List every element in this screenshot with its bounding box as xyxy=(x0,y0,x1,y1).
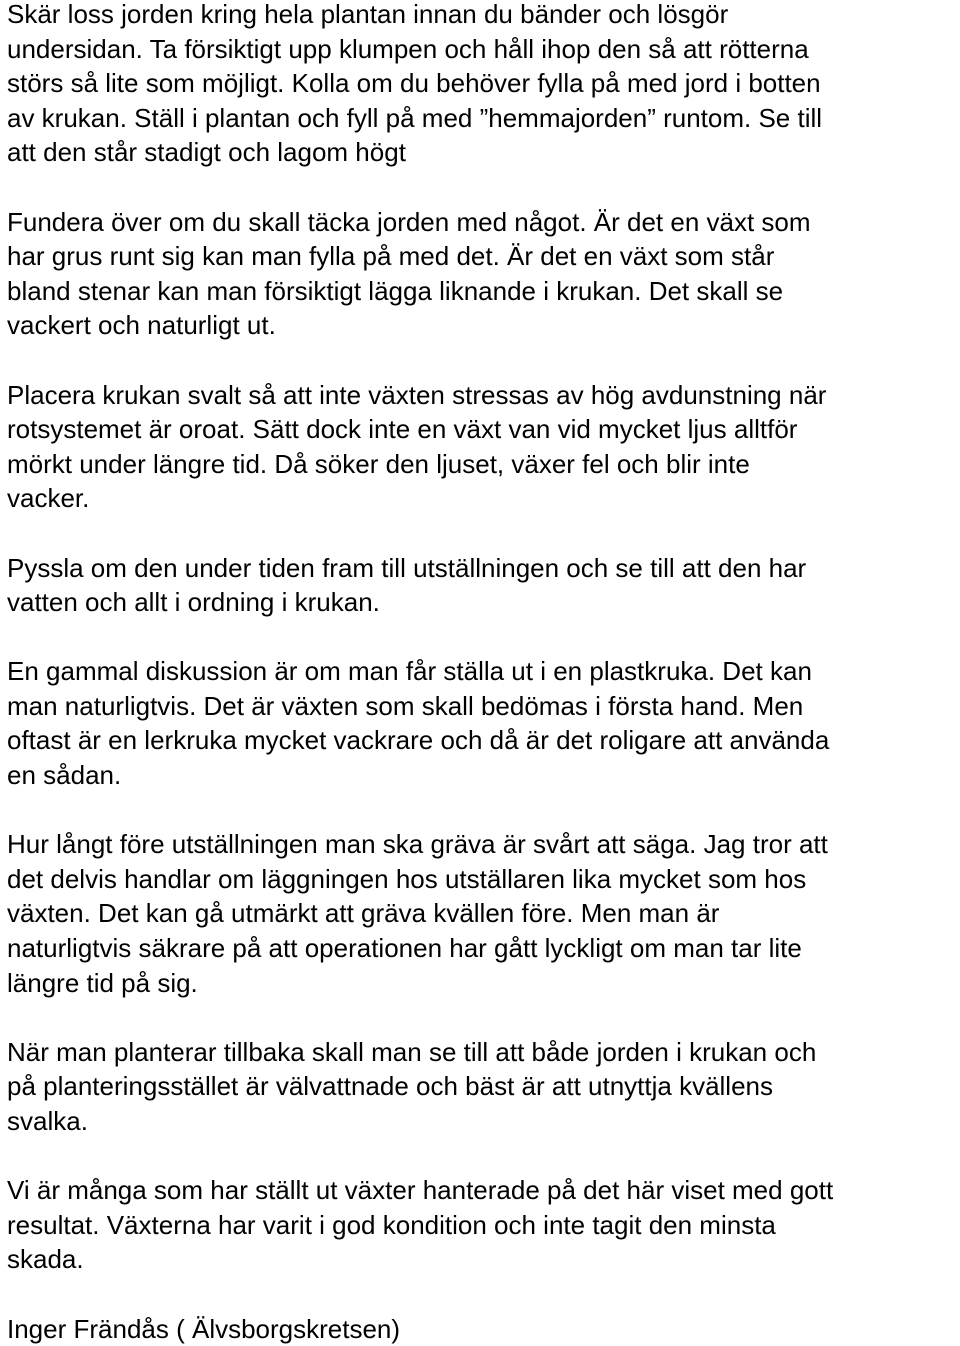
paragraph xyxy=(7,654,957,792)
paragraph xyxy=(7,827,957,1000)
paragraph-line: svalka. xyxy=(7,1106,88,1136)
paragraph-line: vatten och allt i ordning i krukan. xyxy=(7,587,380,618)
paragraph xyxy=(7,1173,957,1277)
paragraph-line: En gammal diskussion är om man får ställa ut i en plastkruka. Det kan xyxy=(7,656,812,687)
paragraph-line: har grus runt sig kan man fylla på med det. Är det en växt som står xyxy=(7,241,775,272)
paragraph-line: längre tid på sig. xyxy=(7,967,198,998)
paragraph-line: Pyssla om den under tiden fram till utställningen och se till att den har xyxy=(7,552,807,583)
paragraph-line: man naturligtvis. Det är växten som skall bedömas i första hand. Men xyxy=(7,690,804,721)
paragraph-line: Fundera över om du skall täcka jorden med något. Är det en växt som xyxy=(7,206,811,237)
paragraph-line: en sådan. xyxy=(7,760,122,791)
paragraph-line: växten. Det kan gå utmärkt att gräva kvällen före. Men man är xyxy=(7,898,720,929)
document-page xyxy=(7,0,957,1346)
paragraph-line: naturligtvis säkrare på att operationen har gått lyckligt om man tar lite xyxy=(7,933,802,964)
paragraph-line: av krukan. Ställ i plantan och fyll på med ”hemmajorden” runtom. Se till xyxy=(7,102,823,133)
paragraph-line: mörkt under längre tid. Då söker den ljuset, växer fel och blir inte xyxy=(7,448,750,479)
paragraph xyxy=(7,551,957,620)
paragraph-line: bland stenar kan man försiktigt lägga liknande i krukan. Det skall se xyxy=(7,275,784,306)
paragraph-line: När man planterar tillbaka skall man se till att både jorden i krukan och xyxy=(7,1036,817,1067)
paragraph-line: oftast är en lerkruka mycket vackrare och då är det roligare att använda xyxy=(7,725,830,756)
paragraph xyxy=(7,1035,957,1139)
paragraph-line: Skär loss jorden kring hela plantan innan du bänder och lösgör xyxy=(7,0,729,29)
paragraph-line: Vi är många som har ställt ut växter hanterade på det här viset med gott xyxy=(7,1175,834,1206)
paragraph-line: vacker. xyxy=(7,483,90,514)
paragraph-line: undersidan. Ta försiktigt upp klumpen och håll ihop den så att rötterna xyxy=(7,33,809,64)
paragraph-line: på planteringsstället är välvattnade och bäst är att utnyttja kvällens xyxy=(7,1071,773,1102)
paragraph-line: Hur långt före utställningen man ska gräva är svårt att säga. Jag tror att xyxy=(7,829,828,860)
document-body xyxy=(7,0,957,1277)
paragraph-line: resultat. Växterna har varit i god kondition och inte tagit den minsta xyxy=(7,1209,776,1240)
author-signature: Inger Frändås ( Älvsborgskretsen) xyxy=(7,1313,401,1344)
paragraph-line: vackert och naturligt ut. xyxy=(7,310,276,341)
paragraph-line: Placera krukan svalt så att inte växten stressas av hög avdunstning när xyxy=(7,379,827,410)
paragraph-line: skada. xyxy=(7,1244,84,1275)
paragraph xyxy=(7,0,957,170)
paragraph-line: det delvis handlar om läggningen hos utställaren lika mycket som hos xyxy=(7,863,807,894)
paragraph xyxy=(7,205,957,343)
paragraph-line: störs så lite som möjligt. Kolla om du behöver fylla på med jord i botten xyxy=(7,68,821,99)
paragraph xyxy=(7,378,957,516)
paragraph-line: rotsystemet är oroat. Sätt dock inte en växt van vid mycket ljus alltför xyxy=(7,414,798,445)
paragraph-line: att den står stadigt och lagom högt xyxy=(7,137,406,168)
